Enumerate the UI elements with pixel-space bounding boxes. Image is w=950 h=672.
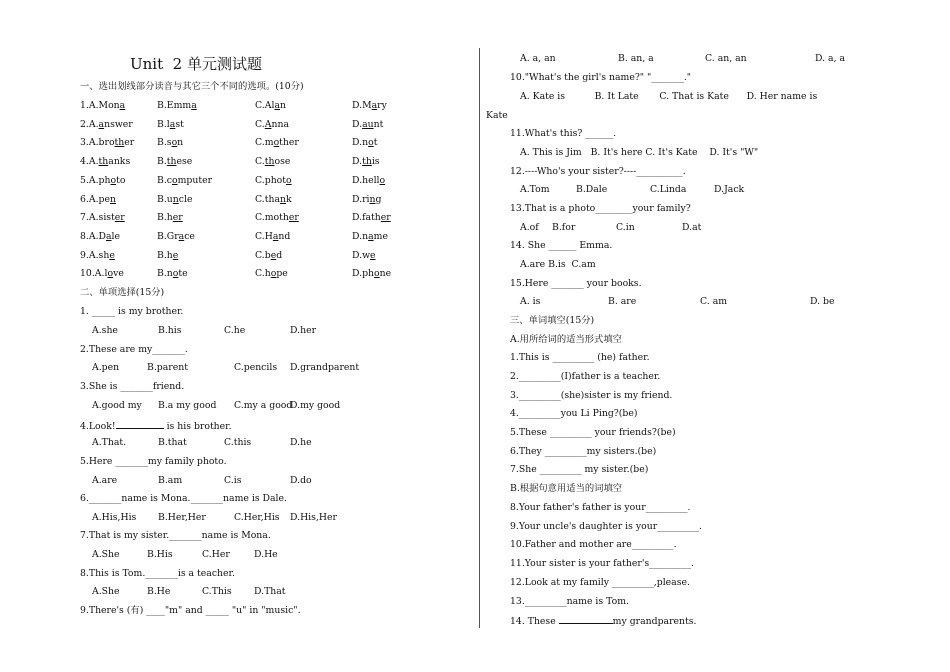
section2-heading: 二、单项选择(15分) bbox=[80, 287, 165, 298]
option-choice: C.Linda bbox=[650, 184, 687, 195]
phonics-option: C.thank bbox=[255, 193, 292, 205]
phonics-option: C.Alan bbox=[255, 100, 286, 111]
question-11: 11.What's this? ______. bbox=[510, 128, 617, 139]
phonics-option: C.those bbox=[255, 156, 291, 168]
option-choice: A.she bbox=[92, 325, 118, 336]
option-choice: C.This bbox=[202, 586, 232, 597]
phonics-option: D.this bbox=[352, 156, 380, 168]
option-choice: C.in bbox=[616, 222, 635, 233]
option-choice: B.his bbox=[158, 325, 182, 336]
option-choice: C. am bbox=[700, 296, 728, 307]
page-title: Unit 2 单元测试题 bbox=[130, 55, 262, 73]
question-3: 3.She is _______friend. bbox=[80, 381, 185, 392]
option-choice: D. a, a bbox=[815, 53, 846, 64]
phonics-option: 6.A.pen bbox=[80, 193, 116, 205]
fill-11: 11.Your sister is your father's_________. bbox=[510, 558, 694, 569]
option-choice: B.Dale bbox=[576, 184, 608, 195]
section1-heading: 一、选出划线部分读音与其它三个不同的选项。(10分) bbox=[80, 81, 304, 92]
phonics-option: D.hello bbox=[352, 174, 386, 186]
question-1: 1. _____ is my brother. bbox=[80, 306, 184, 317]
section3-heading: 三、单词填空(15分) bbox=[510, 315, 595, 326]
option-choice: A.She bbox=[92, 586, 120, 597]
option-choice: A.pen bbox=[92, 362, 120, 373]
option-choice: C.Her,His bbox=[234, 512, 280, 523]
phonics-option: C.photo bbox=[255, 174, 292, 186]
question-14: 14. She ______ Emma. bbox=[510, 240, 613, 251]
phonics-option: C.mother bbox=[255, 212, 299, 224]
option-choice: C.he bbox=[224, 325, 246, 336]
phonics-option: B.these bbox=[157, 156, 193, 168]
option-choice: B. are bbox=[608, 296, 637, 307]
phonics-option: 4.A.thanks bbox=[80, 156, 131, 168]
fill-2: 2._________(I)father is a teacher. bbox=[510, 371, 661, 382]
option-choice: B.Her,Her bbox=[158, 512, 206, 523]
phonics-option: 8.A.Dale bbox=[80, 230, 121, 242]
column-divider bbox=[479, 48, 480, 628]
option-choice: A. is bbox=[520, 296, 541, 307]
fill-12: 12.Look at my family _________,please. bbox=[510, 577, 690, 588]
question-13: 13.That is a photo________your family? bbox=[510, 203, 691, 214]
phonics-option: C.hope bbox=[255, 268, 288, 280]
phonics-option: 7.A.sister bbox=[80, 212, 125, 224]
fill-10: 10.Father and mother are_________. bbox=[510, 539, 677, 550]
phonics-option: 3.A.brother bbox=[80, 137, 135, 149]
option-choice: B.parent bbox=[147, 362, 188, 373]
option-choice: D.That bbox=[254, 586, 286, 597]
phonics-option: 1.A.Mona bbox=[80, 100, 126, 111]
option-choice: A.She bbox=[92, 549, 120, 560]
section3b-heading: B.根据句意用适当的词填空 bbox=[510, 483, 623, 494]
question-15: 15.Here _______ your books. bbox=[510, 278, 642, 289]
phonics-option: B.Grace bbox=[157, 230, 195, 242]
option-choice: C. an, an bbox=[705, 53, 747, 64]
option-choice: B. an, a bbox=[618, 53, 654, 64]
fill-14: 14. These my grandparents. bbox=[510, 616, 697, 627]
option-choice: D. be bbox=[810, 296, 835, 307]
question-2: 2.These are my_______. bbox=[80, 344, 188, 355]
option-choice: D.he bbox=[290, 437, 312, 448]
option-choice: C.this bbox=[224, 437, 252, 448]
question-10-options-wrap: Kate bbox=[486, 110, 508, 121]
question-9: 9.There's (有) ____"m" and _____ "u" in "music". bbox=[80, 605, 301, 616]
option-choice: A.good my bbox=[92, 400, 142, 411]
option-choice: D.my good bbox=[290, 400, 341, 411]
fill-4: 4._________you Li Ping?(be) bbox=[510, 408, 638, 419]
option-choice: D.Jack bbox=[714, 184, 745, 195]
option-choice: A.are bbox=[92, 475, 118, 486]
fill-7: 7.She _________ my sister.(be) bbox=[510, 464, 649, 475]
option-choice: C.my a good bbox=[234, 400, 293, 411]
option-choice: B.that bbox=[158, 437, 187, 448]
phonics-option: B.note bbox=[157, 268, 188, 280]
option-choice: D.His,Her bbox=[290, 512, 337, 523]
option-choice: B.am bbox=[158, 475, 183, 486]
option-choice: C.pencils bbox=[234, 362, 278, 373]
option-choice: B.a my good bbox=[158, 400, 217, 411]
option-choice: A. a, an bbox=[520, 53, 556, 64]
phonics-option: B.computer bbox=[157, 174, 213, 186]
phonics-option: D.father bbox=[352, 212, 391, 224]
fill-8: 8.Your father's father is your_________. bbox=[510, 502, 691, 513]
option-choice: D.He bbox=[254, 549, 278, 560]
phonics-option: B.Emma bbox=[157, 100, 197, 111]
fill-5: 5.These _________ your friends?(be) bbox=[510, 427, 676, 438]
question-14-options: A.are B.is C.am bbox=[520, 259, 596, 270]
option-choice: A.His,His bbox=[92, 512, 137, 523]
question-11-options: A. This is Jim B. It's here C. It's Kate D. It's "W" bbox=[520, 147, 759, 158]
option-choice: B.for bbox=[552, 222, 576, 233]
option-choice: B.His bbox=[147, 549, 173, 560]
option-choice: D.her bbox=[290, 325, 317, 336]
phonics-option: B.son bbox=[157, 137, 184, 149]
option-choice: C.is bbox=[224, 475, 242, 486]
fill-9: 9.Your uncle's daughter is your_________. bbox=[510, 521, 702, 532]
section3a-heading: A.用所给词的适当形式填空 bbox=[510, 334, 622, 345]
option-choice: A.Tom bbox=[520, 184, 550, 195]
option-choice: A.of bbox=[520, 222, 539, 233]
phonics-option: C.Anna bbox=[255, 118, 289, 130]
phonics-option: D.name bbox=[352, 230, 388, 242]
option-choice: D.grandparent bbox=[290, 362, 360, 373]
phonics-option: 9.A.she bbox=[80, 249, 115, 261]
phonics-option: C.mother bbox=[255, 137, 299, 149]
question-7: 7.That is my sister._______name is Mona. bbox=[80, 530, 271, 541]
question-4: 4.Look! is his brother. bbox=[80, 421, 232, 432]
phonics-option: B.last bbox=[157, 118, 184, 130]
fill-3: 3._________(she)sister is my friend. bbox=[510, 390, 673, 401]
phonics-option: D.we bbox=[352, 249, 376, 261]
phonics-option: 5.A.photo bbox=[80, 174, 126, 186]
question-10: 10."What's the girl's name?" "_______." bbox=[510, 72, 692, 83]
question-10-options: A. Kate is B. It Late C. That is Kate D. Her name is bbox=[520, 91, 818, 102]
question-6: 6._______name is Mona._______name is Dale. bbox=[80, 493, 287, 504]
phonics-option: D.not bbox=[352, 137, 378, 149]
question-12: 12.----Who's your sister?----__________. bbox=[510, 166, 686, 177]
phonics-option: B.he bbox=[157, 249, 179, 261]
option-choice: D.at bbox=[682, 222, 702, 233]
phonics-option: B.her bbox=[157, 212, 183, 224]
option-choice: D.do bbox=[290, 475, 312, 486]
phonics-option: D.ring bbox=[352, 193, 382, 205]
phonics-option: D.phone bbox=[352, 268, 392, 280]
phonics-option: C.bed bbox=[255, 249, 283, 261]
phonics-option: 2.A.answer bbox=[80, 118, 133, 130]
phonics-option: C.Hand bbox=[255, 230, 291, 242]
option-choice: A.That. bbox=[92, 437, 127, 448]
fill-6: 6.They _________my sisters.(be) bbox=[510, 446, 657, 457]
phonics-option: 10.A.love bbox=[80, 268, 124, 280]
phonics-option: D.Mary bbox=[352, 100, 387, 111]
fill-13: 13._________name is Tom. bbox=[510, 596, 629, 607]
option-choice: C.Her bbox=[202, 549, 230, 560]
fill-1: 1.This is _________ (he) father. bbox=[510, 352, 650, 363]
phonics-option: B.uncle bbox=[157, 193, 193, 205]
question-8: 8.This is Tom._______is a teacher. bbox=[80, 568, 235, 579]
phonics-option: D.aunt bbox=[352, 118, 384, 130]
question-5: 5.Here _______my family photo. bbox=[80, 456, 227, 467]
option-choice: B.He bbox=[147, 586, 171, 597]
